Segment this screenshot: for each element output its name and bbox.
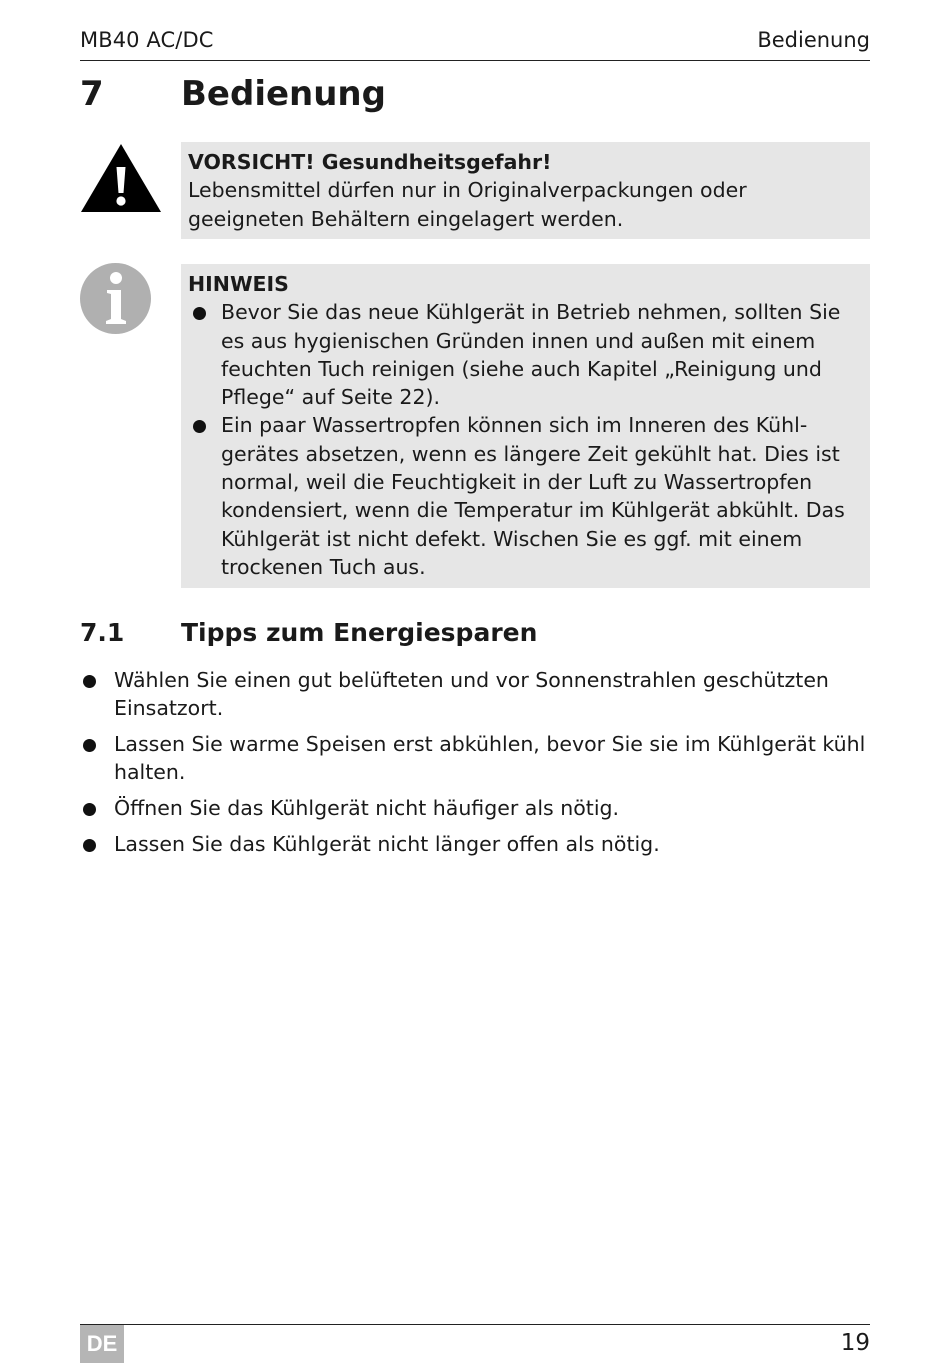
energy-tips-list	[80, 666, 870, 866]
bullet-icon	[193, 307, 206, 320]
note-item	[188, 411, 858, 581]
section-title: Tipps zum Energiesparen	[181, 618, 538, 647]
caution-box	[181, 142, 870, 239]
section-number: 7.1	[80, 618, 125, 647]
note-item	[188, 298, 858, 411]
tip-item	[80, 794, 870, 822]
info-icon	[80, 263, 151, 334]
note-title: HINWEIS	[188, 272, 289, 296]
note-item-text: Bevor Sie das neue Kühlgerät in Betrieb nehmen, sollten Sie es aus hygienischen Gründen innen und außen mit einem feuchten Tuch reinigen (siehe auch Kapitel „Reinigung und Pflege“ auf Seite 22).	[221, 300, 841, 410]
bullet-icon	[83, 739, 96, 752]
chapter-number: 7	[80, 74, 104, 114]
tip-text: Wählen Sie einen gut belüfteten und vor Sonnenstrahlen geschützten Einsatzort.	[114, 668, 829, 721]
bullet-icon	[83, 675, 96, 688]
warning-triangle-icon	[80, 143, 162, 213]
note-box	[181, 264, 870, 588]
bullet-icon	[83, 839, 96, 852]
page-header	[80, 28, 870, 61]
bullet-icon	[193, 420, 206, 433]
note-list	[188, 298, 858, 581]
footer-divider	[80, 1324, 870, 1325]
tip-text: Öffnen Sie das Kühlgerät nicht häufiger als nötig.	[114, 796, 620, 821]
tip-item	[80, 666, 870, 723]
tip-item	[80, 830, 870, 858]
caution-title: VORSICHT! Gesundheitsgefahr!	[188, 150, 552, 174]
caution-text: Lebensmittel dürfen nur in Originalverpackungen oder geeigneten Behältern eingelagert werden.	[188, 178, 747, 231]
header-section-name: Bedienung	[757, 28, 870, 52]
tip-item	[80, 730, 870, 787]
tip-text: Lassen Sie warme Speisen erst abkühlen, bevor Sie sie im Kühlgerät kühl halten.	[114, 732, 866, 785]
tip-text: Lassen Sie das Kühlgerät nicht länger offen als nötig.	[114, 831, 660, 856]
language-badge: DE	[80, 1325, 124, 1363]
bullet-icon	[83, 803, 96, 816]
note-item-text: Ein paar Wassertropfen können sich im Inneren des Kühlgerätes absetzen, wenn es längere Zeit gekühlt hat. Dies ist normal, weil die Feuchtigkeit in der Luft zu Wassertropfen kondensiert, wenn die Temperatur im Kühlgerät abkühlt. Das Kühlgerät ist nicht defekt. Wischen Sie es ggf. mit einem trockenen Tuch aus.	[221, 413, 845, 579]
page-number: 19	[840, 1330, 870, 1356]
header-product-name: MB40 AC/DC	[80, 28, 214, 52]
chapter-title: Bedienung	[181, 74, 386, 114]
